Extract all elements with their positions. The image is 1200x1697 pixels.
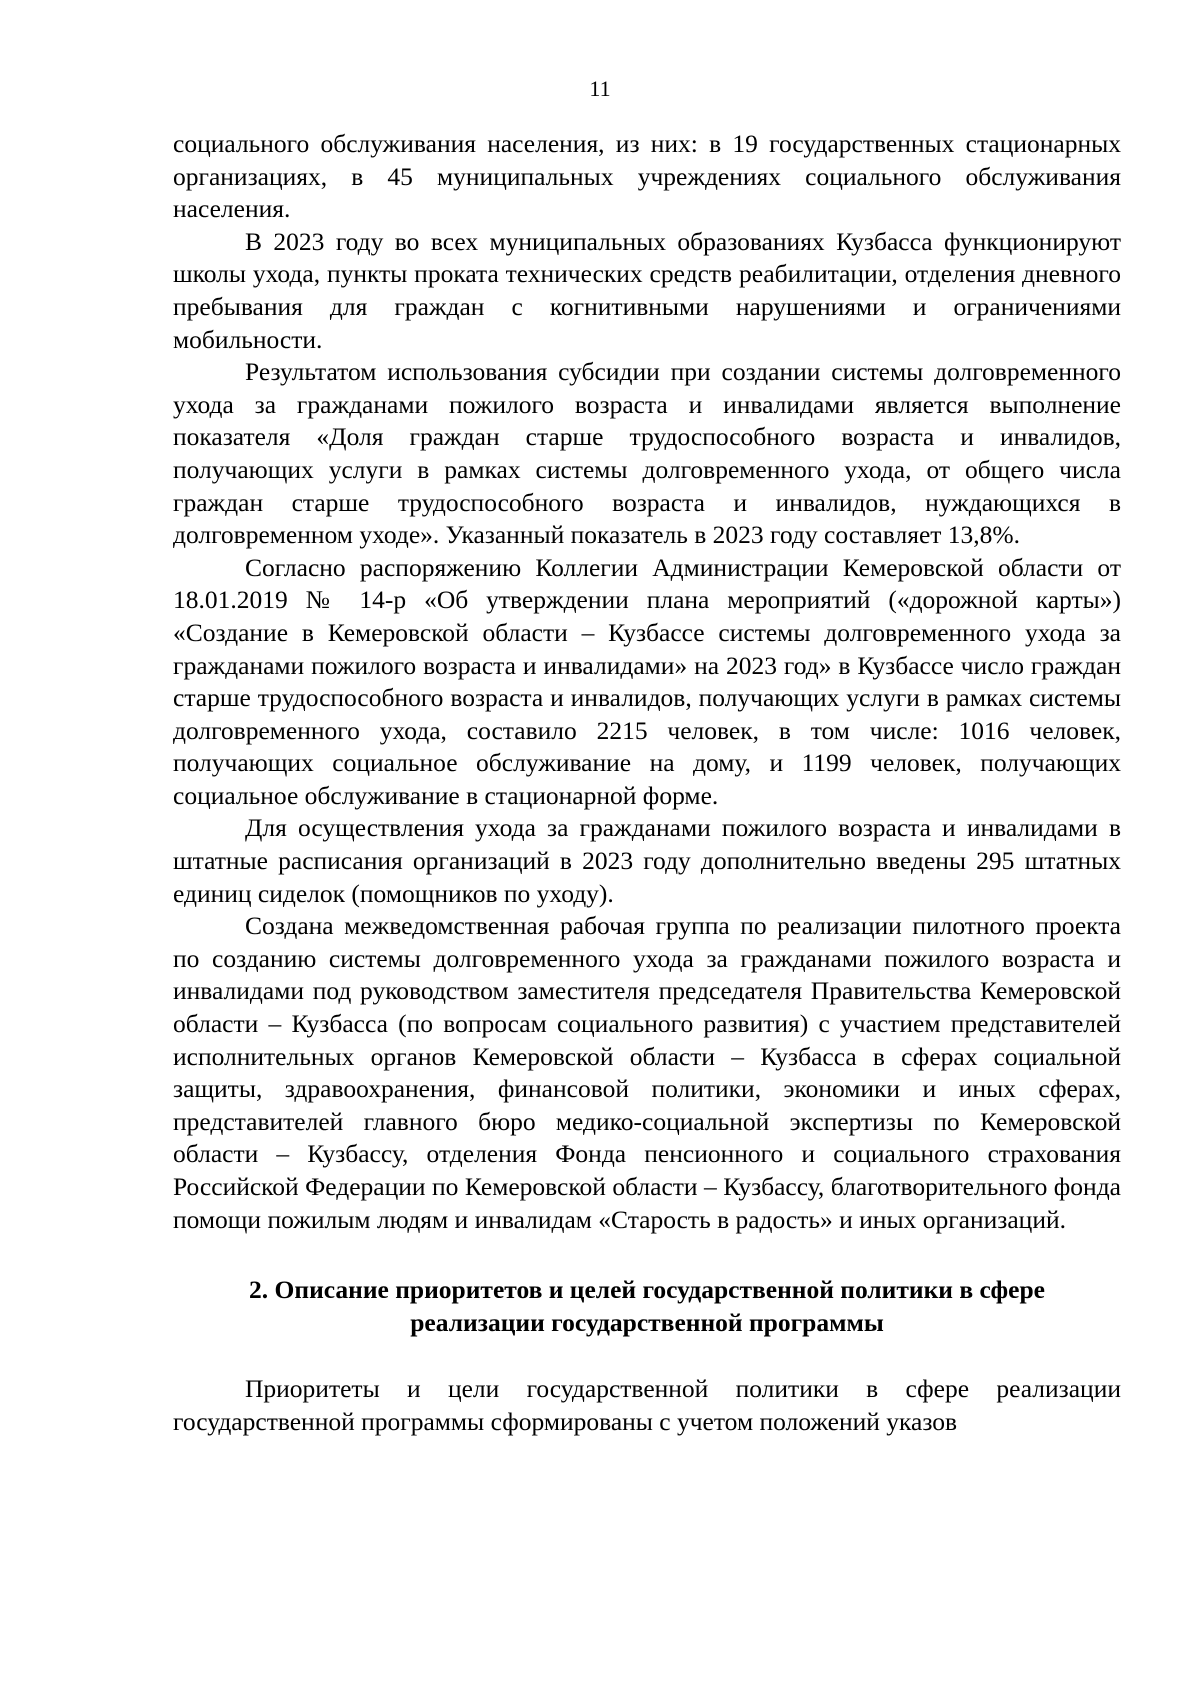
paragraph-working-group: Создана межведомственная рабочая группа по реализации пилотного проекта по созданию системы долговременного ухода за гражданами пожилого возраста и инвалидами под руководством заместителя председателя Правительства Кемеровской области – Кузбасса (по вопросам социального развития) с участием представителей исполнительных органов Кемеровской области – Кузбасса в сферах социальной защиты, здравоохранения, финансовой политики, экономики и иных сферах, представителей главного бюро медико-социальной экспертизы по Кемеровской области – Кузбассу, отделения Фонда пенсионного и социального страхования Российской Федерации по Кемеровской области – Кузбассу, благотворительного фонда помощи пожилым людям и инвалидам «Старость в радость» и иных организаций.: [173, 911, 1121, 1234]
paragraph-care-schools: В 2023 году во всех муниципальных образованиях Кузбасса функционируют школы ухода, пункты проката технических средств реабилитации, отделения дневного пребывания для граждан с когнитивными нарушениями и ограничениями мобильности.: [173, 226, 1121, 354]
section-heading: [173, 1274, 1121, 1339]
paragraph-priorities: Приоритеты и цели государственной политики в сфере реализации государственной программы сформированы с учетом положений указов: [173, 1374, 1121, 1436]
page-number: 11: [589, 76, 611, 101]
paragraph-continuation: социального обслуживания населения, из них: в 19 государственных стационарных организациях, в 45 муниципальных учреждениях социального обслуживания населения.: [173, 129, 1121, 224]
section-heading-line-1: 2. Описание приоритетов и целей государственной политики в сфере: [249, 1275, 1045, 1305]
paragraph-staff: Для осуществления ухода за гражданами пожилого возраста и инвалидами в штатные расписания организаций в 2023 году дополнительно введены 295 штатных единиц сиделок (помощников по уходу).: [173, 813, 1121, 908]
document-body: [173, 128, 1121, 1439]
section-heading-line-2: реализации государственной программы: [410, 1307, 884, 1337]
paragraph-roadmap: Согласно распоряжению Коллегии Администрации Кемеровской области от 18.01.2019 № 14-р «Об утверждении плана мероприятий («дорожной карты») «Создание в Кемеровской области – Кузбассе системы долговременного ухода за гражданами пожилого возраста и инвалидами» на 2023 год» в Кузбассе число граждан старше трудоспособного возраста и инвалидов, получающих услуги в рамках системы долговременного ухода, составило 2215 человек, в том числе: 1016 человек, получающих социальное обслуживание на дому, и 1199 человек, получающих социальное обслуживание в стационарной форме.: [173, 552, 1121, 810]
paragraph-subsidy-result: Результатом использования субсидии при создании системы долговременного ухода за гражданами пожилого возраста и инвалидами является выполнение показателя «Доля граждан старше трудоспособного возраста и инвалидов, получающих услуги в рамках системы долговременного ухода, от общего числа граждан старше трудоспособного возраста и инвалидов, нуждающихся в долговременном уходе». Указанный показатель в 2023 году составляет 13,8%.: [173, 357, 1121, 550]
